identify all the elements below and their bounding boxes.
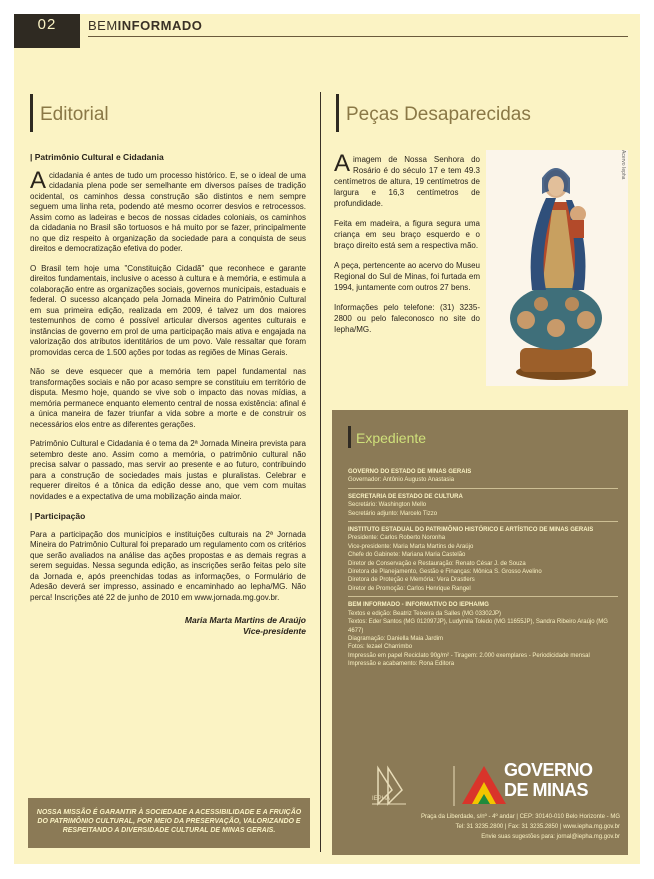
expediente-body — [348, 464, 618, 669]
pecas-body — [334, 150, 480, 344]
pecas-title: Peças Desaparecidas — [346, 104, 531, 125]
bem-line: Diagramação: Daniella Maia Jardim — [348, 635, 444, 642]
editorial-p3: Não se deve esquecer que a memória tem papel fundamental nas transformações sociais e não por acaso sempre se constituiu em território de disputa. Mesmo hoje, quando se vive sob o impacto das novas mídias, a memória permanece enquanto elemento central de nossa existência: afinal é a única maneira de fazer triunfar a vida sobre a morte e de construir os necessários elos entre as diferentes gerações. — [30, 367, 306, 429]
statue-illustration — [486, 150, 628, 386]
editorial-dropcap: A — [30, 166, 47, 194]
address-line: Envie suas sugestões para: jornal@iepha.mg.gov.br — [481, 834, 620, 840]
mission-box: NOSSA MISSÃO É GARANTIR À SOCIEDADE A ACESSIBILIDADE E A FRUIÇÃO DO PATRIMÔNIO CULTURAL, POR MEIO DA PRESERVAÇÃO, VALORIZANDO E RESPEITANDO A DIVERSIDADE CULTURAL DE MINAS GERAIS. — [28, 798, 310, 848]
masthead-bold: INFORMADO — [117, 18, 203, 33]
editorial-p5: Para a participação dos municípios e instituições culturais na 2ª Jornada Mineira do Patrimônio Cultural foi preparado um regulamento com os critérios que serão avaliados na análise das ações propostas e as demais regras a serem seguidas. Nessa segunda edição, as inscrições serão feitas pelo site da Jornada e, após preenchidas todas as informações, o Formulário de Adesão deverá ser impresso, assinado e encaminhado ao Iepha/MG. Não perca! Inscrições até 22 de junho de 2010 em www.jornada.mg.gov.br. — [30, 529, 306, 602]
editorial-body — [30, 152, 306, 637]
inst-line: Chefe do Gabinete: Mariana Maria Castelão — [348, 552, 466, 559]
signature — [30, 615, 306, 637]
inst-line: Vice-presidente: Maria Marta Martins de Araújo — [348, 543, 474, 550]
pecas-p4: Informações pelo telefone: (31) 3235-2800 ou pelo faleconosco no site do Iepha/MG. — [334, 303, 480, 334]
divider — [348, 596, 618, 597]
gov-line: Governador: Antônio Augusto Anastasia — [348, 477, 455, 484]
pecas-paragraph — [334, 150, 480, 209]
divider — [348, 488, 618, 489]
inst-line: Presidente: Carlos Roberto Noronha — [348, 535, 446, 542]
divider — [348, 521, 618, 522]
expediente-title-bar — [348, 426, 351, 448]
bem-heading: BEM INFORMADO - INFORMATIVO DO IEPHA/MG — [348, 602, 489, 609]
pecas-p1: imagem de Nossa Senhora do Rosário é do século 17 e tem 49.3 centímetros de altura, 19 centímetros de largura e 16,3 centímetros de profundidade. — [334, 155, 480, 208]
masthead — [88, 18, 202, 33]
sec-heading: SECRETARIA DE ESTADO DE CULTURA — [348, 493, 463, 500]
page-number: 02 — [14, 14, 80, 48]
bem-line: Textos e edição: Beatriz Teixeira da Salles (MG 03302JP) — [348, 610, 501, 617]
sec-line: Secretário: Washington Mello — [348, 502, 427, 509]
bem-line: Fotos: Iezael Charrimbo — [348, 644, 413, 651]
footer-address — [340, 812, 620, 842]
pecas-p2: Feita em madeira, a figura segura uma criança em seu braço esquerdo e o braço direito está sem a respectiva mão. — [334, 219, 480, 250]
inst-line: Diretor de Promoção: Carlos Henrique Rangel — [348, 585, 471, 592]
masthead-rule — [88, 36, 628, 37]
bem-line: Impressão e acabamento: Rona Editora — [348, 661, 455, 668]
address-line: Tel: 31 3235.2800 | Fax: 31 3235.2850 | www.iepha.mg.gov.br — [455, 824, 620, 830]
editorial-paragraph — [30, 166, 306, 255]
sec-line: Secretário adjunto: Marcelo Tizzo — [348, 510, 438, 517]
pecas-p3: A peça, pertencente ao acervo do Museu Regional do Sul de Minas, foi furtada em 1994, juntamente com outros 27 bens. — [334, 261, 480, 292]
photo-credit: Acervo Iepha — [620, 150, 626, 180]
signature-role: Vice-presidente — [243, 626, 306, 636]
editorial-p1: cidadania é antes de tudo um processo histórico. E, se o ideal de uma cidadania plena pode ser semelhante em diversos países de tradição ocidental, os caminhos dessa construção são distintos e nem sempre seguem uma linha reta, podendo até mesmo ocorrer desvios e retrocessos. Assim como as ladeiras e becos de nossas cidades coloniais, os caminhos da cidadania no Brasil são tortuosos e há muito por se fazer, principalmente no que diz respeito à organização da sociedade para a conquista de seus direitos e democratização efetiva do poder. — [30, 170, 306, 253]
governo-minas-triangle — [462, 766, 506, 804]
inst-heading: INSTITUTO ESTADUAL DO PATRIMÔNIO HISTÓRICO E ARTÍSTICO DE MINAS GERAIS — [348, 527, 594, 534]
gov-logo-line2: DE MINAS — [504, 780, 589, 800]
editorial-title: Editorial — [40, 104, 109, 125]
expediente-title: Expediente — [356, 430, 427, 446]
pecas-dropcap: A — [334, 150, 351, 177]
masthead-light: BEM — [88, 18, 118, 33]
editorial-title-bar — [30, 94, 33, 132]
editorial-p2: O Brasil tem hoje uma "Constituição Cidadã" que reconhece e garante direitos fundamentais, inclusive o acesso à cultura e à memória, e estimula a colaboração entre as organizações sociais, governos municipais, estaduais e federal. O sucesso alcançado pela Jornada Mineira do Patrimônio Cultural em sua primeira edição, realizada em 2009, é talvez um dos maiores testemunhos de como é possível articular diversos agentes culturais e instâncias de governo em prol de uma participação mais ativa e engajada na valorização dos atributos identitários de um povo. Vale ressaltar que foram promovidas cerca de 1.500 ações por todas as regiões de Minas Gerais. — [30, 263, 306, 357]
signature-name: Maria Marta Martins de Araújo — [184, 615, 306, 625]
inst-line: Diretor de Conservação e Restauração: Renato César J. de Souza — [348, 560, 526, 567]
editorial-p4: Patrimônio Cultural e Cidadania é o tema da 2ª Jornada Mineira prevista para setembro deste ano. Assim como a memória, o patrimônio cultural não precisa salvar o passado, mas servir ao presente e ao futuro, contribuindo para a construção de sociedades mais justas e pluralistas. Celebrar e requerer direitos é a tônica da edição desse ano, que vem com muitas novidades e a expectativa de uma mobilização ainda maior. — [30, 439, 306, 501]
inst-line: Diretora de Proteção e Memória: Vera Drastlers — [348, 577, 475, 584]
gov-heading: GOVERNO DO ESTADO DE MINAS GERAIS — [348, 469, 472, 475]
participacao-subhead: | Participação — [30, 511, 86, 521]
iepha-logo-text: IEPHA — [372, 796, 391, 802]
address-line: Praça da Liberdade, s/nº - 4º andar | CEP: 30140-010 Belo Horizonte - MG — [420, 814, 620, 820]
bem-line: Textos: Eder Santos (MG 012097JP), Ludymila Toledo (MG 11655JP), Sandra Ribeiro Araújo (MG 4677) — [348, 619, 608, 634]
column-divider — [320, 92, 321, 852]
governo-minas-logo — [504, 760, 593, 800]
editorial-subhead: | Patrimônio Cultural e Cidadania — [30, 152, 164, 162]
inst-line: Diretora de Planejamento, Gestão e Finanças: Mônica S. Grosso Avelino — [348, 569, 542, 576]
gov-logo-line1: GOVERNO — [504, 760, 593, 780]
statue-photo — [486, 150, 628, 386]
pecas-title-bar — [336, 94, 339, 132]
bem-line: Impressão em papel Reciclato 90g/m² - Tiragem: 2.000 exemplares - Periodicidade mensal — [348, 652, 590, 659]
